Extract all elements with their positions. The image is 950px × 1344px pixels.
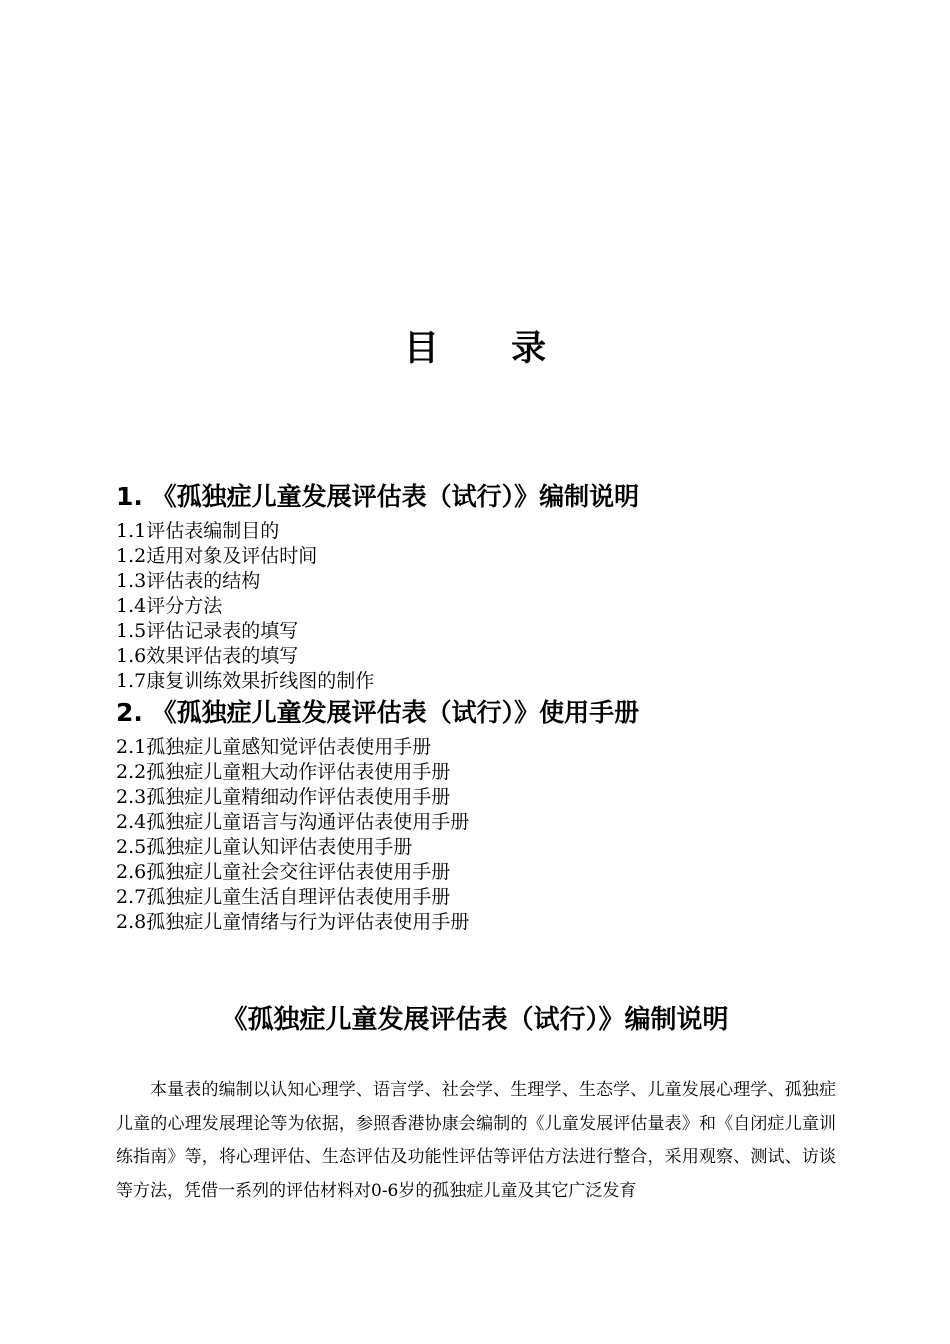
toc-section-1 xyxy=(116,480,876,694)
toc-item[interactable]: 2.8孤独症儿童情绪与行为评估表使用手册 xyxy=(116,911,470,933)
toc-item[interactable]: 2.7孤独症儿童生活自理评估表使用手册 xyxy=(116,886,451,908)
toc-item[interactable]: 1.1评估表编制目的 xyxy=(116,520,280,542)
section-title: 《孤独症儿童发展评估表（试行）》编制说明 xyxy=(221,1005,729,1035)
toc-item[interactable]: 2.1孤独症儿童感知觉评估表使用手册 xyxy=(116,736,432,758)
body-paragraph: 本量表的编制以认知心理学、语言学、社会学、生理学、生态学、儿童发展心理学、孤独症儿童的心理发展理论等为依据，参照香港协康会编制的《儿童发展评估量表》和《自闭症儿童训练指南》等，将心理评估、生态评估及功能性评估等评估方法进行整合，采用观察、测试、访谈等方法，凭借一系列的评估材料对0-6岁的孤独症儿童及其它广泛发育 xyxy=(116,1080,836,1201)
toc-item-list xyxy=(116,735,876,935)
toc-item[interactable]: 2.6孤独症儿童社会交往评估表使用手册 xyxy=(116,861,451,883)
toc-title: 目 录 xyxy=(403,329,577,369)
toc-section-heading[interactable]: 1. 《孤独症儿童发展评估表（试行）》编制说明 xyxy=(116,482,640,511)
toc-item[interactable]: 2.4孤独症儿童语言与沟通评估表使用手册 xyxy=(116,811,470,833)
toc-item[interactable]: 1.3评估表的结构 xyxy=(116,570,261,592)
toc-item[interactable]: 2.2孤独症儿童粗大动作评估表使用手册 xyxy=(116,761,451,783)
toc-item[interactable]: 1.4评分方法 xyxy=(116,595,223,617)
table-of-contents xyxy=(116,480,876,937)
toc-section-heading[interactable]: 2. 《孤独症儿童发展评估表（试行）》使用手册 xyxy=(116,698,640,727)
toc-item[interactable]: 1.6效果评估表的填写 xyxy=(116,645,299,667)
toc-item[interactable]: 1.7康复训练效果折线图的制作 xyxy=(116,670,375,692)
toc-section-2 xyxy=(116,696,876,935)
toc-item[interactable]: 1.5评估记录表的填写 xyxy=(116,620,299,642)
toc-item[interactable]: 2.3孤独症儿童精细动作评估表使用手册 xyxy=(116,786,451,808)
toc-item[interactable]: 2.5孤独症儿童认知评估表使用手册 xyxy=(116,836,413,858)
toc-item[interactable]: 1.2适用对象及评估时间 xyxy=(116,545,318,567)
toc-item-list xyxy=(116,519,876,694)
